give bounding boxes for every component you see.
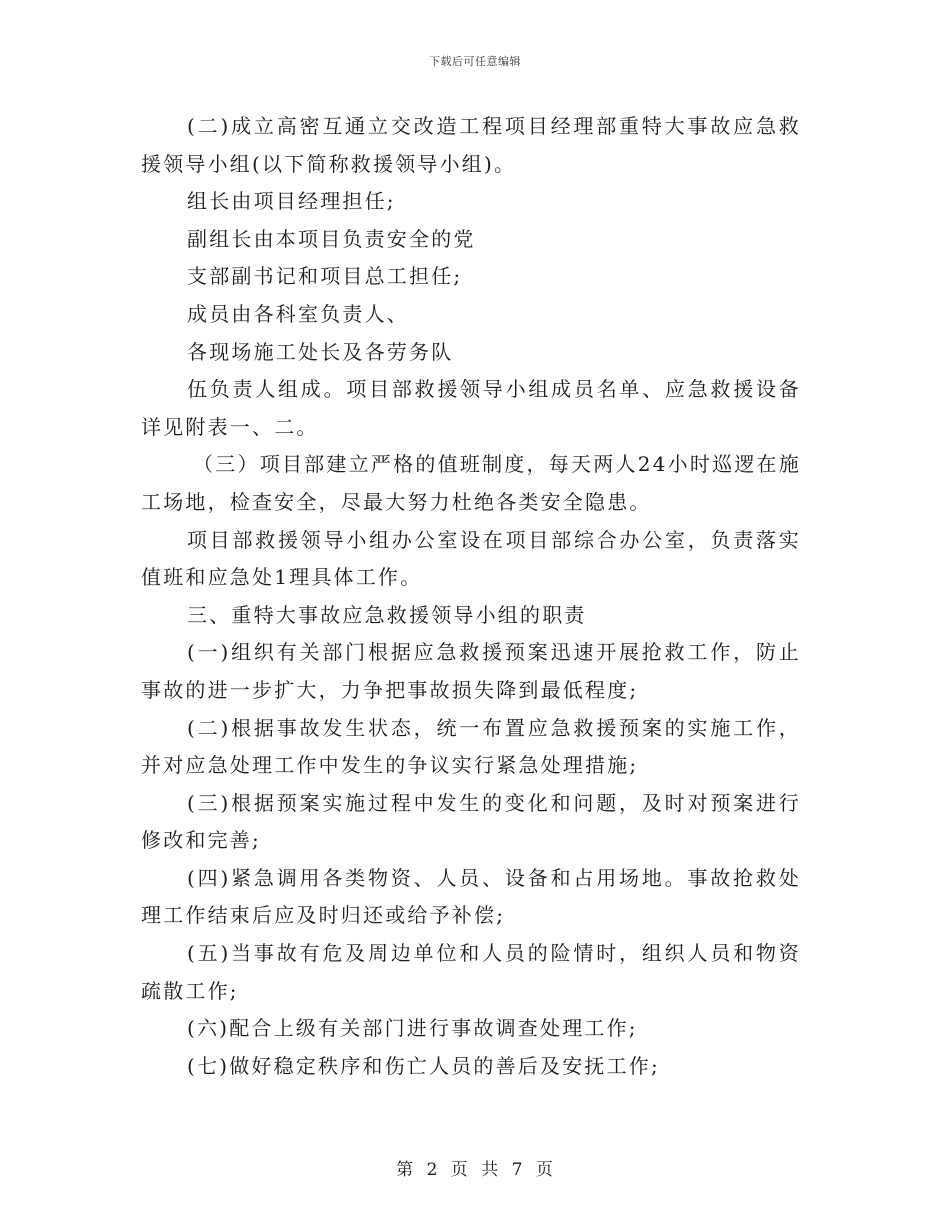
paragraph: (三)根据预案实施过程中发生的变化和问题，及时对预案进行修改和完善; bbox=[141, 790, 801, 853]
page-header: 下载后可任意编辑 bbox=[429, 55, 521, 68]
paragraph: (一)组织有关部门根据应急救援预案迅速开展抢救工作，防止事故的进一步扩大，力争把事故损失降到最低程度; bbox=[141, 640, 801, 702]
paragraph: (四)紧急调用各类物资、人员、设备和占用场地。事故抢救处理工作结束后应及时归还或给予补偿; bbox=[141, 865, 801, 928]
paragraph: 各现场施工处长及各劳务队 bbox=[187, 339, 454, 364]
paragraph: 成员由各科室负责人、 bbox=[187, 301, 409, 326]
section-heading: 三、重特大事故应急救援领导小组的职责 bbox=[187, 602, 587, 627]
paragraph: (二)成立高密互通立交改造工程项目经理部重特大事故应急救援领导小组(以下简称救援领导小组)。 bbox=[141, 114, 801, 176]
paragraph: (五)当事故有危及周边单位和人员的险情时，组织人员和物资疏散工作; bbox=[141, 941, 801, 1003]
paragraph: （三）项目部建立严格的值班制度，每天两人24小时巡逻在施工场地，检查安全，尽最大努力杜绝各类安全隐患。 bbox=[141, 452, 801, 514]
paragraph: 伍负责人组成。项目部救援领导小组成员名单、应急救援设备详见附表一、二。 bbox=[141, 377, 801, 439]
paragraph: (七)做好稳定秩序和伤亡人员的善后及安抚工作; bbox=[187, 1053, 660, 1078]
paragraph: 组长由项目经理担任; bbox=[187, 189, 396, 214]
document-body bbox=[141, 108, 801, 1085]
page-number-footer: 第 2 页 共 7 页 bbox=[396, 1160, 554, 1180]
paragraph: 副组长由本项目负责安全的党 bbox=[187, 226, 476, 251]
paragraph: (六)配合上级有关部门进行事故调查处理工作; bbox=[187, 1016, 638, 1041]
paragraph: 项目部救援领导小组办公室设在项目部综合办公室，负责落实值班和应急处1理具体工作。 bbox=[141, 527, 801, 590]
paragraph: 支部副书记和项目总工担任; bbox=[187, 264, 463, 289]
paragraph: (二)根据事故发生状态，统一布置应急救援预案的实施工作，并对应急处理工作中发生的争议实行紧急处理措施; bbox=[141, 715, 801, 778]
